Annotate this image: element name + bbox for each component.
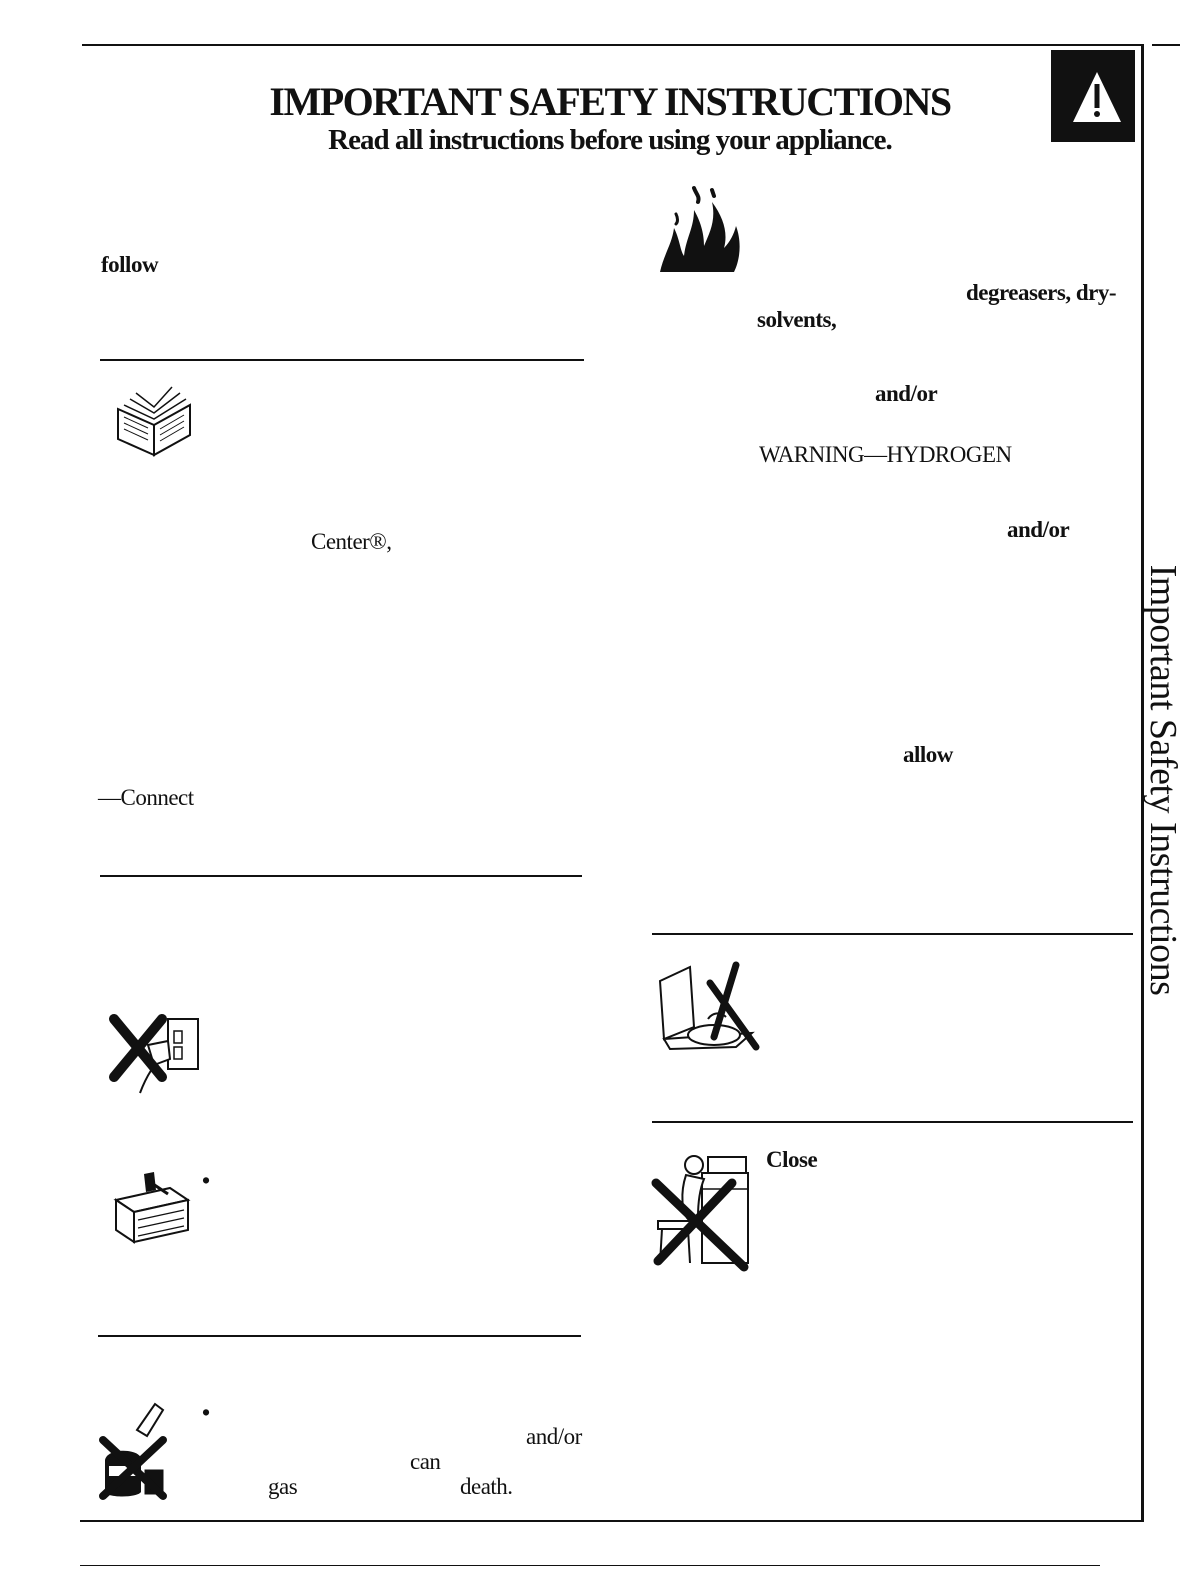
- word-gas: gas: [268, 1474, 298, 1499]
- word-can: can: [410, 1449, 441, 1474]
- top-rule-right: [1152, 44, 1180, 46]
- no-plug-icon: [110, 1015, 202, 1099]
- word-death: death.: [460, 1474, 513, 1499]
- right-divider-2: [652, 1121, 1133, 1123]
- no-open-washer-icon: [656, 963, 766, 1053]
- top-rule: [82, 44, 1142, 46]
- word-allow: allow: [903, 742, 953, 767]
- page-title: IMPORTANT SAFETY INSTRUCTIONS: [269, 79, 951, 124]
- fire-icon: [656, 184, 746, 274]
- word-follow: follow: [101, 252, 159, 277]
- no-child-climbing-icon: [652, 1143, 752, 1273]
- bullet-bleach: •: [202, 1400, 210, 1425]
- word-degreasers: degreasers, dry-: [966, 280, 1116, 305]
- word-warning-hydrogen: WARNING—HYDROGEN: [759, 442, 1012, 467]
- page-subtitle: Read all instructions before using your appliance.: [328, 124, 892, 156]
- word-connect: —Connect: [98, 785, 194, 810]
- bottom-rule: [80, 1520, 1144, 1522]
- word-andor-right-1: and/or: [875, 381, 938, 406]
- word-andor-left: and/or: [526, 1424, 582, 1449]
- footer-rule: [80, 1565, 1100, 1566]
- word-solvents: solvents,: [757, 307, 837, 332]
- manual-book-icon: [114, 385, 196, 457]
- word-andor-right-2: and/or: [1007, 517, 1070, 542]
- word-center: Center®,: [311, 529, 392, 554]
- side-section-title: Important Safety Instructions: [1142, 564, 1184, 996]
- word-close: Close: [766, 1147, 818, 1172]
- no-bleach-icon: [97, 1400, 177, 1500]
- warning-triangle-icon: [1051, 50, 1135, 142]
- toolbox-icon: [110, 1170, 194, 1250]
- left-divider-3: [98, 1335, 581, 1337]
- right-divider-1: [652, 933, 1133, 935]
- left-divider-2: [100, 875, 582, 877]
- bullet-toolbox: •: [202, 1168, 210, 1193]
- left-divider-1: [100, 359, 584, 361]
